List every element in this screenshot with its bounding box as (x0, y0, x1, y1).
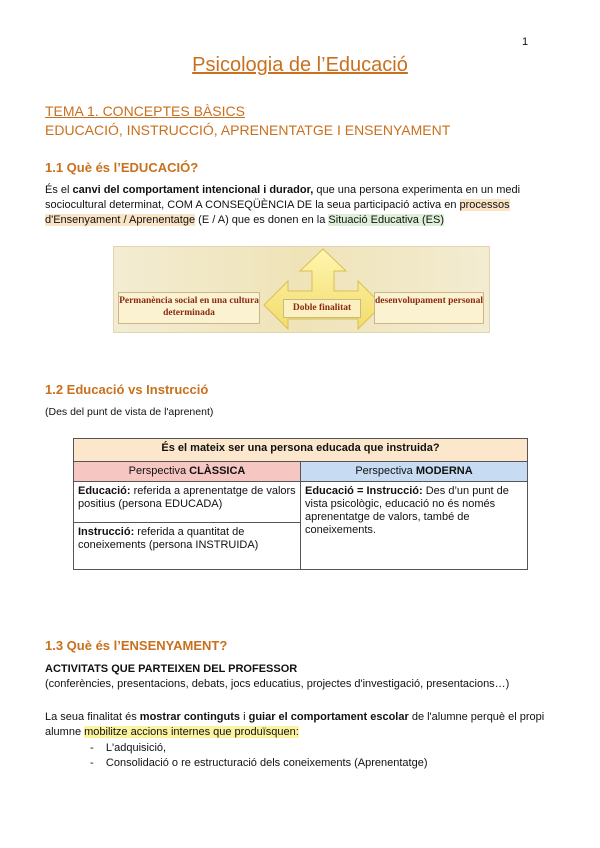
highlight-text: mobilitze accions internes que produïsquen: (84, 726, 299, 738)
modern-cell (301, 482, 528, 570)
bold-text: CLÀSSICA (189, 465, 246, 477)
text: L'adquisició, (105, 742, 167, 754)
section-1-1-heading: 1.1 Què és l’EDUCACIÓ? (45, 160, 199, 175)
page-title: Psicologia de l’Educació (192, 54, 408, 76)
bold-text: MODERNA (415, 465, 473, 477)
tema-heading: TEMA 1. CONCEPTES BÀSICS (45, 103, 245, 119)
text: Perspectiva (355, 465, 416, 477)
text: La seua finalitat és (45, 711, 140, 723)
bold-text: canvi del comportament intencional i durador, (72, 184, 314, 196)
diagram-center-box: Doble finalitat (283, 299, 361, 318)
bold-text: mostrar continguts (139, 711, 241, 723)
four-way-arrow-icon (258, 247, 388, 333)
activities-title: ACTIVITATS QUE PARTEIXEN DEL PROFESSOR (45, 663, 298, 675)
text: És el (45, 184, 73, 196)
modern-perspective-header (301, 462, 528, 482)
text: Consolidació o re estructuració dels coneixements (Aprenentatge) (105, 757, 428, 769)
activities-list: (conferències, presentacions, debats, jocs educatius, projectes d'investigació, presentacions…) (45, 678, 510, 690)
instruccio-cell (74, 523, 301, 570)
text: Perspectiva (128, 465, 190, 477)
highlight-text: Situació Educativa (ES) (328, 214, 444, 226)
tema-subheading: EDUCACIÓ, INSTRUCCIÓ, APRENENTATGE I ENSENYAMENT (45, 122, 451, 138)
text: (E / A) que es donen en la (195, 214, 329, 226)
text: referida a aprenentatge de valors positius (persona EDUCADA) (78, 485, 296, 510)
bold-text: Educació: (78, 485, 131, 497)
text: i (240, 711, 249, 723)
section-1-3-paragraph (45, 710, 555, 740)
text: que una persona experimenta en un medi sociocultural determinat, COM A CONSEQÜÈNCIA DE la seua participació activa en (45, 184, 521, 211)
section-1-2-heading: 1.2 Educació vs Instrucció (45, 382, 209, 397)
bold-text: Instrucció: (78, 526, 135, 538)
section-1-1-paragraph (45, 183, 555, 228)
text: referida a quantitat de coneixements (persona INSTRUIDA) (78, 526, 259, 551)
bold-text: guiar el comportament escolar (248, 711, 409, 723)
table-header: És el mateix ser una persona educada que instruida? (74, 439, 528, 462)
educacio-cell (74, 482, 301, 523)
diagram-left-box: Permanència social en una cultura determinada (118, 292, 260, 324)
diagram-right-box: desenvolupament personal (374, 292, 484, 324)
page-number: 1 (522, 36, 529, 48)
section-1-2-subtitle: (Des del punt de vista de l'aprenent) (45, 406, 214, 418)
list-item: - L'adquisició, (90, 742, 167, 754)
section-1-3-heading: 1.3 Què és l’ENSENYAMENT? (45, 638, 228, 653)
comparison-table (73, 438, 528, 570)
list-item: - Consolidació o re estructuració dels coneixements (Aprenentatge) (90, 757, 428, 769)
bold-text: Educació = Instrucció: (305, 485, 423, 497)
classic-perspective-header (74, 462, 301, 482)
text: de l'alumne perquè el propi alumne (45, 711, 545, 738)
bullet-list (90, 741, 428, 771)
highlight-text: processos d'Ensenyament / Aprenentatge (45, 199, 510, 226)
text: Des d’un punt de vista psicològic, educació no és només aprenentatge de valors, també de coneixements. (305, 485, 509, 536)
